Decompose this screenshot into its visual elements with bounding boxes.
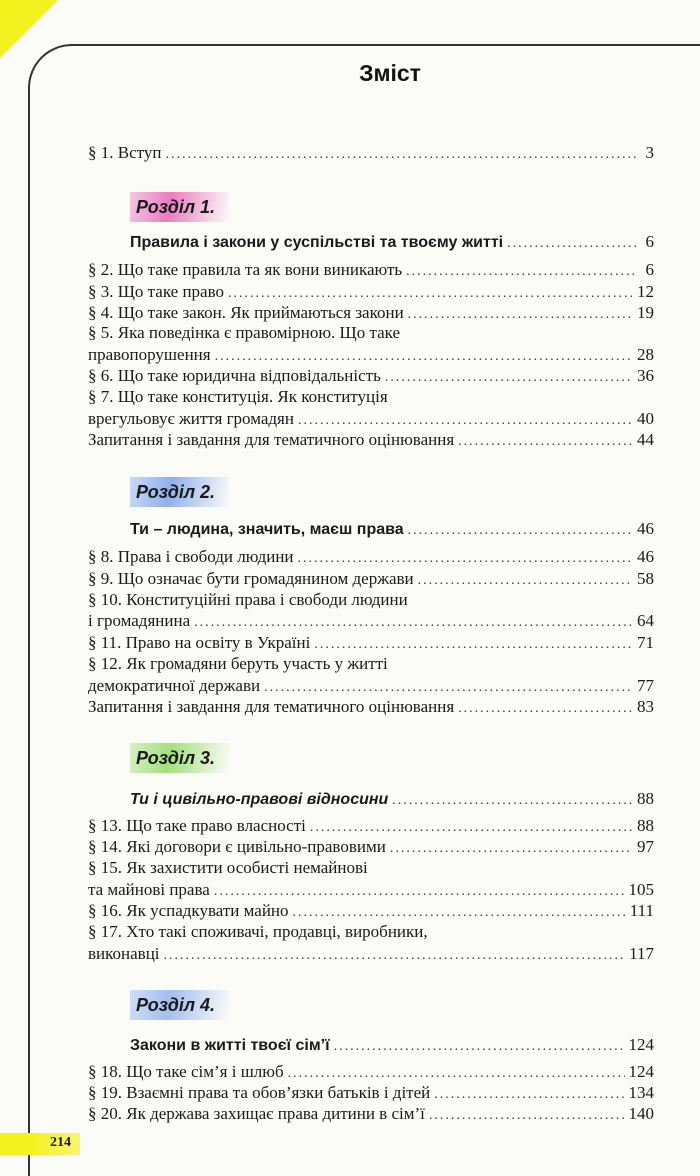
toc-entry[interactable]: § 6. Що таке юридична відповідальність ..... 36 <box>88 365 654 387</box>
page-title: Зміст <box>359 60 421 86</box>
toc-entry[interactable]: § 3. Що таке право ..... 12 <box>88 281 654 303</box>
toc-entry[interactable]: § 9. Що означає бути громадянином держави ..... 58 <box>88 568 654 590</box>
leader-dots <box>392 790 633 812</box>
toc-entry[interactable]: § 14. Які договори є цивільно-правовими ..... 97 <box>88 836 654 858</box>
section-3-heading: Розділ 3. <box>130 743 229 773</box>
toc-entry-page: 3 <box>645 143 654 162</box>
toc-entry[interactable]: демократичної держави ..... 77 <box>88 675 654 697</box>
section-4-title[interactable]: Закони в житті твоєї сім’ї ..... 124 <box>130 1034 654 1056</box>
toc-entry-line1: § 5. Яка поведінка є правомірною. Що таке <box>88 323 401 342</box>
leader-dots <box>165 144 636 166</box>
toc-entry[interactable]: § 18. Що таке сім’я і шлюб ..... 124 <box>88 1061 654 1083</box>
section-4-heading: Розділ 4. <box>130 990 229 1020</box>
toc-entry[interactable]: § 20. Як держава захищає права дитини в сім’ї ..... 140 <box>88 1103 654 1125</box>
toc-entry-line1: § 7. Що таке конституція. Як конституція <box>88 387 388 406</box>
toc-entry[interactable]: § 2. Що таке правила та як вони виникають ..... 6 <box>88 259 654 281</box>
toc-entry[interactable]: врегульовує життя громадян ..... 40 <box>88 408 654 430</box>
leader-dots <box>408 520 633 542</box>
section-2-title[interactable]: Ти – людина, значить, маєш права ..... 46 <box>130 518 654 540</box>
section-1-heading: Розділ 1. <box>130 192 229 222</box>
leader-dots <box>334 1036 625 1058</box>
toc-entry[interactable]: § 11. Право на освіту в Україні ..... 71 <box>88 632 654 654</box>
toc-entry-label: § 1. Вступ <box>88 143 162 162</box>
toc-entry-line1: § 10. Конституційні права і свободи людини <box>88 590 408 609</box>
toc-entry[interactable]: § 13. Що таке право власності ..... 88 <box>88 815 654 837</box>
toc-entry-assessment[interactable]: Запитання і завдання для тематичного оцінювання ..... 44 <box>88 429 654 451</box>
toc-entry[interactable]: § 8. Права і свободи людини ..... 46 <box>88 546 654 568</box>
toc-entry-line1: § 15. Як захистити особисті немайнові <box>88 858 368 877</box>
toc-entry[interactable]: виконавці ..... 117 <box>88 943 654 965</box>
section-1-title[interactable]: Правила і закони у суспільстві та твоєму житті ..... 6 <box>130 231 654 253</box>
toc-entry[interactable]: § 16. Як успадкувати майно ..... 111 <box>88 900 654 922</box>
toc-entry[interactable]: § 4. Що таке закон. Як приймаються закони ..... 19 <box>88 302 654 324</box>
section-2-heading: Розділ 2. <box>130 477 229 507</box>
section-3-title[interactable]: Ти і цивільно-правові відносини ..... 88 <box>130 788 654 810</box>
toc-entry[interactable]: правопорушення ..... 28 <box>88 344 654 366</box>
toc-entry-assessment[interactable]: Запитання і завдання для тематичного оцінювання ..... 83 <box>88 696 654 718</box>
toc-entry[interactable]: і громадянина ..... 64 <box>88 610 654 632</box>
page-number: 214 <box>50 1135 71 1150</box>
toc-entry[interactable]: § 19. Взаємні права та обов’язки батьків і дітей ..... 134 <box>88 1082 654 1104</box>
page-number-tab <box>0 1133 80 1155</box>
toc-entry[interactable]: та майнові права ..... 105 <box>88 879 654 901</box>
toc-entry-line1: § 12. Як громадяни беруть участь у житті <box>88 654 388 673</box>
leader-dots <box>507 233 636 255</box>
toc-entry-line1: § 17. Хто такі споживачі, продавці, виробники, <box>88 922 428 941</box>
toc-entry-intro[interactable] <box>88 142 654 164</box>
